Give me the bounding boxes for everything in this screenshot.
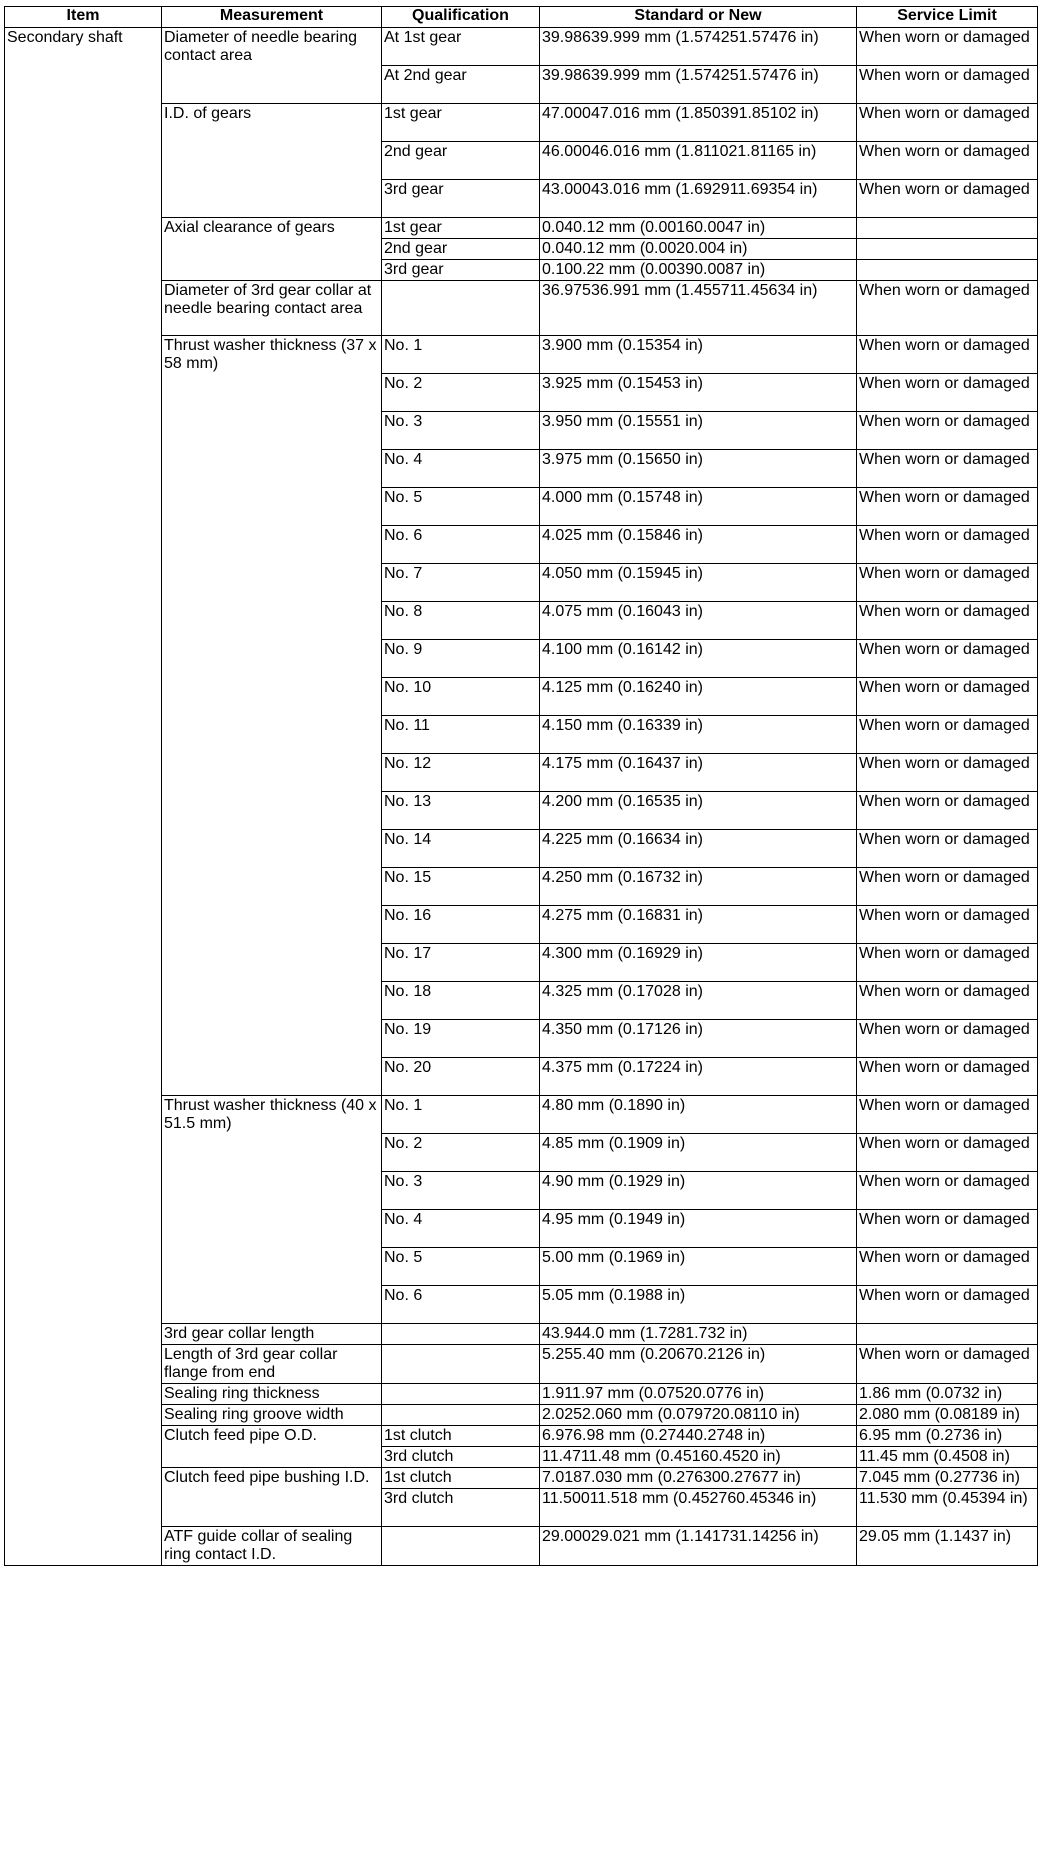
standard-cell: 0.040.12 mm (0.0020.004 in) [540, 239, 857, 260]
standard-cell: 39.98639.999 mm (1.574251.57476 in) [540, 66, 857, 104]
standard-cell: 11.50011.518 mm (0.452760.45346 in) [540, 1489, 857, 1527]
qualification-cell: 3rd gear [382, 260, 540, 281]
standard-cell: 4.80 mm (0.1890 in) [540, 1096, 857, 1134]
header-standard: Standard or New [540, 7, 857, 28]
service-limit-cell: When worn or damaged [857, 66, 1038, 104]
standard-cell: 1.911.97 mm (0.07520.0776 in) [540, 1384, 857, 1405]
header-row [5, 7, 1038, 28]
service-limit-cell: When worn or damaged [857, 716, 1038, 754]
qualification-cell [382, 1345, 540, 1384]
service-limit-cell: When worn or damaged [857, 374, 1038, 412]
standard-cell: 3.925 mm (0.15453 in) [540, 374, 857, 412]
standard-cell: 5.255.40 mm (0.20670.2126 in) [540, 1345, 857, 1384]
service-limit-cell: When worn or damaged [857, 640, 1038, 678]
measurement-cell: ATF guide collar of sealing ring contact I.D. [162, 1527, 382, 1566]
qualification-cell: 1st gear [382, 218, 540, 239]
service-limit-cell: When worn or damaged [857, 830, 1038, 868]
qualification-cell: No. 20 [382, 1058, 540, 1096]
standard-cell: 36.97536.991 mm (1.455711.45634 in) [540, 281, 857, 336]
qualification-cell: No. 8 [382, 602, 540, 640]
standard-cell: 4.250 mm (0.16732 in) [540, 868, 857, 906]
qualification-cell: At 1st gear [382, 28, 540, 66]
qualification-cell: 3rd clutch [382, 1489, 540, 1527]
standard-cell: 4.175 mm (0.16437 in) [540, 754, 857, 792]
standard-cell: 4.200 mm (0.16535 in) [540, 792, 857, 830]
standard-cell: 29.00029.021 mm (1.141731.14256 in) [540, 1527, 857, 1566]
qualification-cell: No. 2 [382, 374, 540, 412]
qualification-cell: No. 18 [382, 982, 540, 1020]
qualification-cell: No. 11 [382, 716, 540, 754]
service-limit-cell: When worn or damaged [857, 906, 1038, 944]
qualification-cell: No. 12 [382, 754, 540, 792]
service-limit-cell: When worn or damaged [857, 1286, 1038, 1324]
measurement-cell: 3rd gear collar length [162, 1324, 382, 1345]
standard-cell: 2.0252.060 mm (0.079720.08110 in) [540, 1405, 857, 1426]
standard-cell: 47.00047.016 mm (1.850391.85102 in) [540, 104, 857, 142]
measurement-cell: Clutch feed pipe O.D. [162, 1426, 382, 1468]
standard-cell: 39.98639.999 mm (1.574251.57476 in) [540, 28, 857, 66]
service-limit-cell: When worn or damaged [857, 602, 1038, 640]
standard-cell: 4.275 mm (0.16831 in) [540, 906, 857, 944]
measurement-cell: Axial clearance of gears [162, 218, 382, 281]
service-limit-cell: When worn or damaged [857, 868, 1038, 906]
qualification-cell: 1st gear [382, 104, 540, 142]
measurement-cell: Sealing ring groove width [162, 1405, 382, 1426]
service-limit-cell: When worn or damaged [857, 488, 1038, 526]
service-limit-cell: When worn or damaged [857, 1248, 1038, 1286]
service-limit-cell: When worn or damaged [857, 281, 1038, 336]
qualification-cell: 2nd gear [382, 239, 540, 260]
standard-cell: 11.4711.48 mm (0.45160.4520 in) [540, 1447, 857, 1468]
service-limit-cell: When worn or damaged [857, 944, 1038, 982]
standard-cell: 4.375 mm (0.17224 in) [540, 1058, 857, 1096]
measurement-cell: Clutch feed pipe bushing I.D. [162, 1468, 382, 1527]
qualification-cell: 1st clutch [382, 1426, 540, 1447]
qualification-cell [382, 1384, 540, 1405]
header-service-limit: Service Limit [857, 7, 1038, 28]
standard-cell: 4.050 mm (0.15945 in) [540, 564, 857, 602]
service-limit-cell: When worn or damaged [857, 1020, 1038, 1058]
service-limit-cell: When worn or damaged [857, 142, 1038, 180]
qualification-cell [382, 1527, 540, 1566]
qualification-cell: No. 9 [382, 640, 540, 678]
service-limit-cell: When worn or damaged [857, 450, 1038, 488]
standard-cell: 4.300 mm (0.16929 in) [540, 944, 857, 982]
table-row [5, 28, 1038, 66]
qualification-cell: 2nd gear [382, 142, 540, 180]
standard-cell: 4.075 mm (0.16043 in) [540, 602, 857, 640]
measurement-cell: Diameter of needle bearing contact area [162, 28, 382, 104]
qualification-cell: No. 13 [382, 792, 540, 830]
service-limit-cell: When worn or damaged [857, 1134, 1038, 1172]
standard-cell: 4.325 mm (0.17028 in) [540, 982, 857, 1020]
service-limit-cell [857, 260, 1038, 281]
standard-cell: 3.975 mm (0.15650 in) [540, 450, 857, 488]
spec-table [4, 6, 1038, 1566]
qualification-cell [382, 1405, 540, 1426]
measurement-cell: Thrust washer thickness (37 x 58 mm) [162, 336, 382, 1096]
qualification-cell: 1st clutch [382, 1468, 540, 1489]
item-cell: Secondary shaft [5, 28, 162, 1566]
service-limit-cell: When worn or damaged [857, 982, 1038, 1020]
standard-cell: 3.950 mm (0.15551 in) [540, 412, 857, 450]
qualification-cell: No. 1 [382, 336, 540, 374]
standard-cell: 4.225 mm (0.16634 in) [540, 830, 857, 868]
qualification-cell: No. 6 [382, 1286, 540, 1324]
service-limit-cell: 7.045 mm (0.27736 in) [857, 1468, 1038, 1489]
service-limit-cell [857, 218, 1038, 239]
qualification-cell: No. 16 [382, 906, 540, 944]
qualification-cell: No. 14 [382, 830, 540, 868]
standard-cell: 46.00046.016 mm (1.811021.81165 in) [540, 142, 857, 180]
service-limit-cell: When worn or damaged [857, 104, 1038, 142]
service-limit-cell [857, 239, 1038, 260]
service-limit-cell: When worn or damaged [857, 754, 1038, 792]
standard-cell: 4.100 mm (0.16142 in) [540, 640, 857, 678]
standard-cell: 4.125 mm (0.16240 in) [540, 678, 857, 716]
service-limit-cell: 29.05 mm (1.1437 in) [857, 1527, 1038, 1566]
qualification-cell: No. 3 [382, 1172, 540, 1210]
service-limit-cell: When worn or damaged [857, 336, 1038, 374]
qualification-cell: No. 17 [382, 944, 540, 982]
standard-cell: 7.0187.030 mm (0.276300.27677 in) [540, 1468, 857, 1489]
qualification-cell: No. 6 [382, 526, 540, 564]
header-qualification: Qualification [382, 7, 540, 28]
qualification-cell: At 2nd gear [382, 66, 540, 104]
service-limit-cell: When worn or damaged [857, 1058, 1038, 1096]
qualification-cell: No. 19 [382, 1020, 540, 1058]
standard-cell: 0.100.22 mm (0.00390.0087 in) [540, 260, 857, 281]
standard-cell: 0.040.12 mm (0.00160.0047 in) [540, 218, 857, 239]
table-body [5, 28, 1038, 1566]
qualification-cell: No. 1 [382, 1096, 540, 1134]
standard-cell: 5.05 mm (0.1988 in) [540, 1286, 857, 1324]
qualification-cell: No. 2 [382, 1134, 540, 1172]
standard-cell: 4.350 mm (0.17126 in) [540, 1020, 857, 1058]
service-limit-cell: When worn or damaged [857, 412, 1038, 450]
qualification-cell: No. 15 [382, 868, 540, 906]
service-limit-cell: When worn or damaged [857, 1210, 1038, 1248]
measurement-cell: I.D. of gears [162, 104, 382, 218]
measurement-cell: Length of 3rd gear collar flange from end [162, 1345, 382, 1384]
standard-cell: 43.00043.016 mm (1.692911.69354 in) [540, 180, 857, 218]
qualification-cell [382, 281, 540, 336]
service-limit-cell: When worn or damaged [857, 564, 1038, 602]
service-limit-cell: 11.45 mm (0.4508 in) [857, 1447, 1038, 1468]
standard-cell: 4.90 mm (0.1929 in) [540, 1172, 857, 1210]
service-limit-cell: 1.86 mm (0.0732 in) [857, 1384, 1038, 1405]
standard-cell: 5.00 mm (0.1969 in) [540, 1248, 857, 1286]
measurement-cell: Diameter of 3rd gear collar at needle bearing contact area [162, 281, 382, 336]
service-limit-cell: When worn or damaged [857, 28, 1038, 66]
service-limit-cell: When worn or damaged [857, 180, 1038, 218]
measurement-cell: Sealing ring thickness [162, 1384, 382, 1405]
service-limit-cell [857, 1324, 1038, 1345]
service-limit-cell: When worn or damaged [857, 1172, 1038, 1210]
standard-cell: 3.900 mm (0.15354 in) [540, 336, 857, 374]
qualification-cell: 3rd clutch [382, 1447, 540, 1468]
qualification-cell: No. 5 [382, 1248, 540, 1286]
qualification-cell: No. 4 [382, 450, 540, 488]
qualification-cell: No. 10 [382, 678, 540, 716]
standard-cell: 4.95 mm (0.1949 in) [540, 1210, 857, 1248]
qualification-cell: 3rd gear [382, 180, 540, 218]
qualification-cell: No. 3 [382, 412, 540, 450]
header-measurement: Measurement [162, 7, 382, 28]
standard-cell: 4.150 mm (0.16339 in) [540, 716, 857, 754]
service-limit-cell: When worn or damaged [857, 1345, 1038, 1384]
standard-cell: 4.000 mm (0.15748 in) [540, 488, 857, 526]
standard-cell: 4.025 mm (0.15846 in) [540, 526, 857, 564]
service-limit-cell: 11.530 mm (0.45394 in) [857, 1489, 1038, 1527]
service-limit-cell: 6.95 mm (0.2736 in) [857, 1426, 1038, 1447]
qualification-cell [382, 1324, 540, 1345]
standard-cell: 4.85 mm (0.1909 in) [540, 1134, 857, 1172]
service-limit-cell: When worn or damaged [857, 678, 1038, 716]
standard-cell: 43.944.0 mm (1.7281.732 in) [540, 1324, 857, 1345]
service-limit-cell: When worn or damaged [857, 1096, 1038, 1134]
service-limit-cell: When worn or damaged [857, 526, 1038, 564]
measurement-cell: Thrust washer thickness (40 x 51.5 mm) [162, 1096, 382, 1324]
standard-cell: 6.976.98 mm (0.27440.2748 in) [540, 1426, 857, 1447]
qualification-cell: No. 5 [382, 488, 540, 526]
header-item: Item [5, 7, 162, 28]
service-limit-cell: When worn or damaged [857, 792, 1038, 830]
qualification-cell: No. 4 [382, 1210, 540, 1248]
qualification-cell: No. 7 [382, 564, 540, 602]
service-limit-cell: 2.080 mm (0.08189 in) [857, 1405, 1038, 1426]
